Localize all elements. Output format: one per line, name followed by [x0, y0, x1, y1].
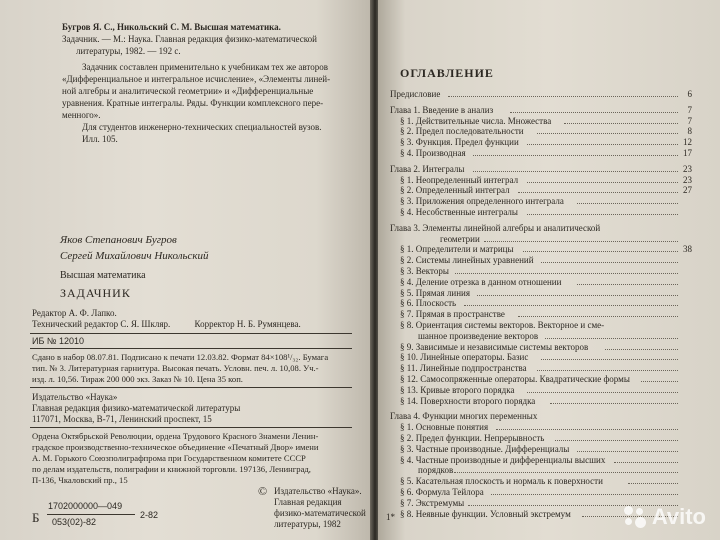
- biblio-line: литературы, 1982. — 192 с.: [76, 46, 181, 56]
- toc-item-text: § 2. Системы линейных уравнений: [400, 255, 534, 266]
- toc-chapter-page: 7: [687, 104, 692, 115]
- toc-item-page: 12: [683, 137, 692, 148]
- toc-item-text: § 1. Определители и матрицы: [400, 244, 514, 255]
- leader-dots: [628, 482, 679, 484]
- toc-chapter-cont-text: геометрии: [440, 233, 480, 244]
- toc-item-page: 8: [687, 126, 692, 137]
- leader-dots: [527, 391, 678, 393]
- toc-item-text: § 14. Поверхности второго порядка: [400, 395, 536, 406]
- divider: [30, 348, 352, 349]
- printer-line: Ордена Октябрьской Революции, ордена Трудового Красного Знамени Ленин-: [32, 431, 319, 441]
- toc-item-text: § 13. Кривые второго порядка: [400, 384, 515, 395]
- toc-item-text: § 3. Функция. Предел функции: [400, 137, 519, 148]
- print-info-line: Сдано в набор 08.07.81. Подписано к печати 12.03.82. Формат 84×108¹/₃₂. Бумага: [32, 352, 329, 362]
- watermark: [624, 504, 706, 530]
- leader-dots: [448, 95, 678, 97]
- leader-dots: [577, 283, 678, 285]
- code-letter: Б: [32, 510, 40, 525]
- toc-item-text: § 6. Формула Тейлора: [400, 487, 484, 497]
- toc-chapter-text: Глава 1. Введение в анализ: [390, 104, 494, 115]
- toc-item-text: § 1. Неопределенный интеграл: [400, 174, 519, 185]
- toc-item-page: 23: [683, 174, 692, 185]
- toc-chapter-page: 23: [683, 163, 692, 174]
- toc-item-text: § 7. Прямая в пространстве: [400, 309, 505, 320]
- copyright-sign: ©: [258, 484, 268, 498]
- leader-dots: [550, 402, 678, 404]
- ib-number: ИБ № 12010: [32, 336, 85, 346]
- toc-item-page: 27: [683, 185, 692, 196]
- editor: Редактор А. Ф. Лапко.: [32, 308, 117, 318]
- toc-item-text: § 8. Неявные функции. Условный экстремум: [400, 508, 571, 519]
- toc-item-page: 38: [683, 244, 692, 255]
- toc-item-text: § 4. Частные производные и дифференциалы высших: [400, 454, 606, 465]
- corrector: Корректор Н. Б. Румянцева.: [194, 319, 301, 329]
- leader-dots: [523, 250, 678, 252]
- avito-logo-icon: [624, 506, 646, 528]
- leader-dots: [577, 450, 678, 452]
- toc-item-text: § 5. Прямая линия: [400, 287, 470, 298]
- leader-dots: [477, 294, 678, 296]
- leader-dots: [641, 380, 678, 382]
- toc-chapter-text: Глава 4. Функции многих переменных: [390, 411, 538, 422]
- toc-item-text: § 7. Экстремумы: [400, 497, 465, 508]
- publisher-line: Главная редакция физико-математической литературы: [32, 403, 241, 413]
- tech-editor-line: [32, 319, 301, 331]
- leader-dots: [564, 122, 678, 124]
- toc-item: [390, 395, 692, 407]
- leader-dots: [545, 337, 678, 339]
- printer-line: градское производственно-техническое объединение «Печатный Двор» имени: [32, 442, 319, 452]
- toc-preface-text: Предисловие: [390, 89, 441, 99]
- series-name: Высшая математика: [60, 270, 146, 281]
- editor-line: [32, 308, 117, 320]
- toc-item-text: § 8. Ориентация системы векторов. Векторное и сме-: [400, 320, 605, 330]
- toc-chapter-text: Глава 3. Элементы линейной алгебры и аналитической: [390, 222, 601, 233]
- toc-item-text: § 1. Действительные числа. Множества: [400, 115, 552, 126]
- code-bottom: 053(02)-82: [52, 517, 97, 527]
- watermark-text: Avito: [651, 504, 706, 529]
- printer-line: П-136, Чкаловский пр., 15: [32, 475, 128, 485]
- tech-editor: Технический редактор С. Я. Шкляр.: [32, 319, 171, 329]
- code-right: 2-82: [140, 510, 159, 520]
- leader-dots: [454, 471, 678, 473]
- biblio-line: Задачник. — М.: Наука. Главная редакция физико-математической: [62, 34, 317, 44]
- toc-item-page: 7: [687, 115, 692, 126]
- biblio-line: ной алгебры и аналитической геометрии» и «Дифференциальные: [62, 86, 314, 96]
- toc-item-text: § 10. Линейные операторы. Базис: [400, 352, 529, 363]
- leader-dots: [527, 181, 678, 183]
- leader-dots: [455, 272, 678, 274]
- leader-dots: [510, 111, 678, 113]
- toc-preface-page: 6: [687, 89, 692, 99]
- divider: [30, 427, 352, 428]
- toc-item: [390, 206, 692, 218]
- code-top: 1702000000—049: [48, 501, 123, 511]
- toc-item-text: порядков: [418, 465, 454, 476]
- toc-item-text: шанное произведение векторов: [418, 330, 539, 341]
- print-info-line: тип. № 3. Литературная гарнитура. Высокая печать. Условн. печ. л. 10,08. Уч.-: [32, 363, 319, 373]
- publisher-line: Издательство «Наука»: [32, 392, 118, 402]
- toc-item-text: § 3. Векторы: [400, 266, 449, 276]
- copyright-line: литературы, 1982: [274, 519, 341, 529]
- toc-item-text: § 3. Частные производные. Дифференциалы: [400, 443, 570, 454]
- toc-item-page: 17: [683, 148, 692, 158]
- toc-chapter-text: Глава 2. Интегралы: [390, 163, 465, 174]
- leader-dots: [491, 493, 678, 495]
- leader-dots: [605, 348, 678, 350]
- leader-dots: [537, 369, 679, 371]
- leader-dots: [518, 191, 678, 193]
- toc-item: [390, 147, 692, 159]
- biblio-line: «Дифференциальное и интегральное исчисление», «Элементы линей-: [62, 74, 331, 84]
- toc-item-text: § 1. Основные понятия: [400, 422, 489, 433]
- copyright-line: Главная редакция: [274, 497, 342, 507]
- signature-mark: 1*: [386, 512, 395, 522]
- toc-item-text: § 9. Зависимые и независимые системы векторов: [400, 341, 589, 352]
- leader-dots: [614, 461, 678, 463]
- book-title: ЗАДАЧНИК: [60, 286, 131, 300]
- toc-item-text: § 3. Приложения определенного интеграла: [400, 196, 564, 207]
- right-page: [378, 0, 720, 540]
- leader-dots: [473, 154, 678, 156]
- table-of-contents: [390, 88, 692, 519]
- printer-line: по делам издательств, полиграфии и книжной торговли. 197136, Ленинград,: [32, 464, 311, 474]
- biblio-line: Илл. 105.: [82, 134, 118, 144]
- leader-dots: [527, 213, 678, 215]
- code-fraction-bar: [47, 514, 135, 515]
- toc-item-text: § 4. Деление отрезка в данном отношении: [400, 276, 562, 287]
- toc-item-text: § 4. Производная: [400, 148, 466, 158]
- leader-dots: [555, 439, 678, 441]
- biblio-line: Бугров Я. С., Никольский С. М. Высшая математика.: [62, 22, 281, 32]
- copyright-line: физико-математической: [274, 508, 366, 518]
- author-name: Сергей Михайлович Никольский: [60, 250, 209, 262]
- toc-item-text: § 2. Определенный интеграл: [400, 185, 510, 196]
- biblio-line: Для студентов инженерно-технических специальностей вузов.: [82, 122, 322, 132]
- printer-line: А. М. Горького Союзполиграфпрома при Государственном комитете СССР: [32, 453, 306, 463]
- divider: [30, 333, 352, 334]
- toc-item-text: § 5. Касательная плоскость и нормаль к поверхности: [400, 476, 603, 487]
- toc-item-text: § 6. Плоскость: [400, 298, 457, 309]
- toc-item-text: § 12. Самосопряженные операторы. Квадратические формы: [400, 374, 630, 384]
- author-name: Яков Степанович Бугров: [60, 234, 177, 246]
- copyright-line: Издательство «Наука».: [274, 486, 362, 496]
- divider: [30, 387, 352, 388]
- leader-dots: [518, 315, 678, 317]
- publisher-line: 117071, Москва, В-71, Ленинский проспект, 15: [32, 414, 212, 424]
- biblio-line: уравнения. Кратные интегралы. Ряды. Функции комплексного пере-: [62, 98, 324, 108]
- leader-dots: [537, 132, 679, 134]
- leader-dots: [577, 202, 678, 204]
- print-info-line: изд. л. 10,56. Тираж 200 000 экз. Заказ № 10. Цена 35 коп.: [32, 374, 243, 384]
- leader-dots: [527, 143, 678, 145]
- leader-dots: [496, 428, 678, 430]
- leader-dots: [541, 358, 678, 360]
- biblio-line: Задачник составлен применительно к учебникам тех же авторов: [82, 62, 328, 72]
- toc-item-text: § 2. Предел последовательности: [400, 126, 524, 137]
- leader-dots: [464, 304, 678, 306]
- leader-dots: [473, 170, 678, 172]
- biblio-line: менного».: [62, 110, 101, 120]
- toc-item-text: § 2. Предел функции. Непрерывность: [400, 433, 545, 443]
- toc-heading: ОГЛАВЛЕНИЕ: [400, 66, 494, 80]
- toc-item-text: § 11. Линейные подпространства: [400, 363, 527, 374]
- toc-preface: [390, 88, 692, 100]
- toc-item-text: § 4. Несобственные интегралы: [400, 207, 518, 217]
- leader-dots: [484, 240, 678, 242]
- leader-dots: [541, 261, 678, 263]
